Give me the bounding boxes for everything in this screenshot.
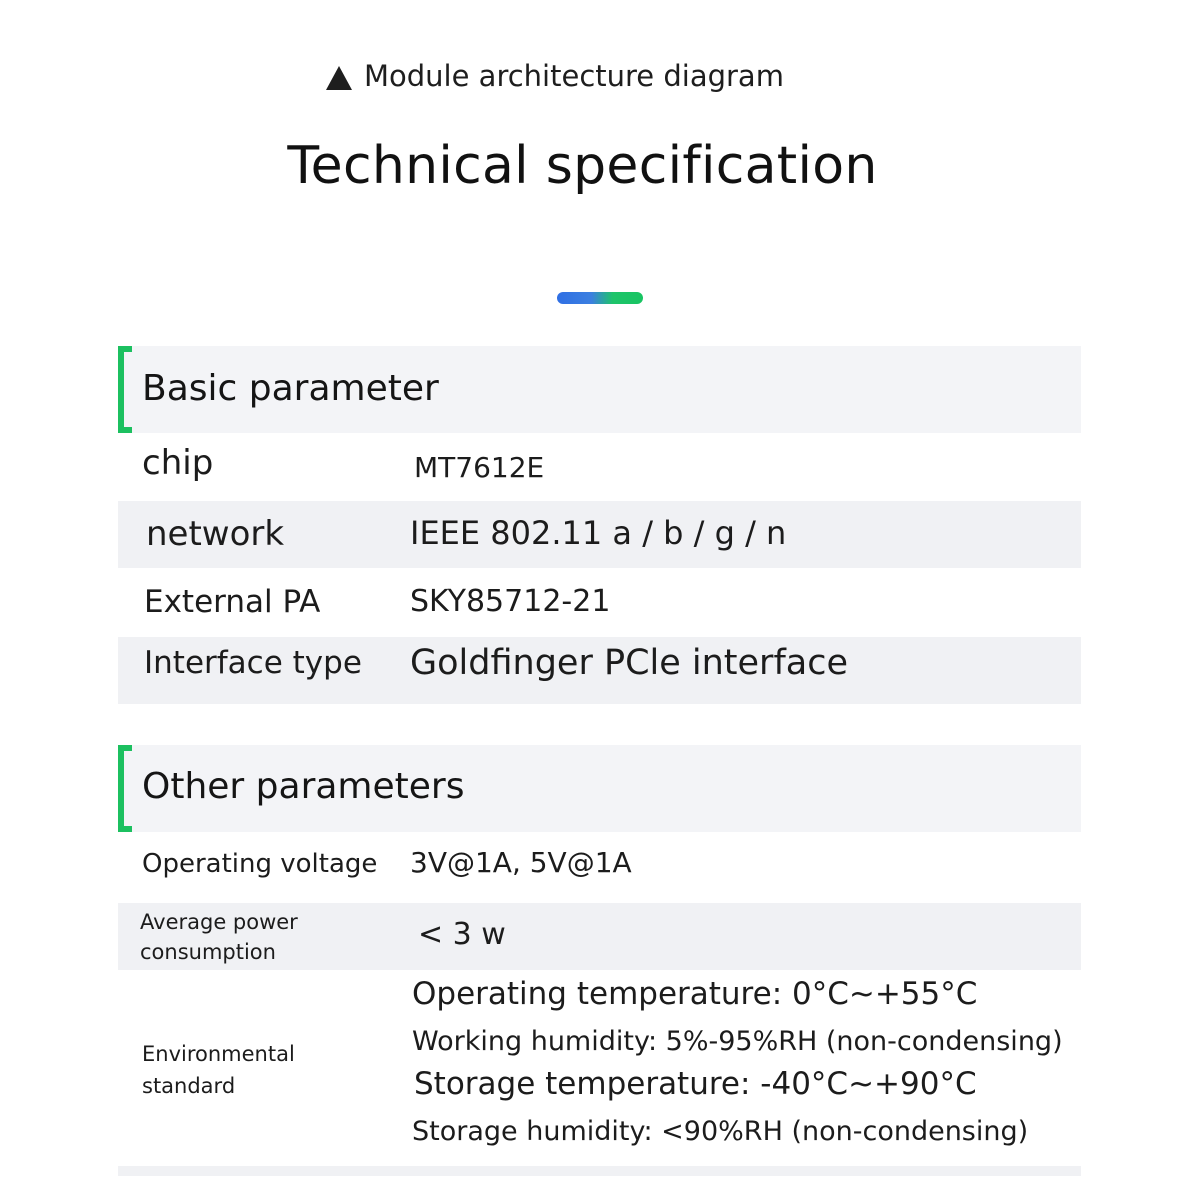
spec-key: Interface type <box>144 645 362 681</box>
basic-parameter-heading: Basic parameter <box>142 368 439 409</box>
spec-row-interface-type <box>118 637 1081 704</box>
other-parameters-heading: Other parameters <box>142 766 465 807</box>
spec-key: chip <box>142 443 214 483</box>
spec-row-external-pa <box>118 568 1081 637</box>
spec-key: Environmental standard <box>142 1042 295 1098</box>
basic-parameter-header <box>118 346 1081 433</box>
spec-row-operating-voltage <box>118 832 1081 903</box>
env-line-storage-temperature: Storage temperature: -40°C~+90°C <box>414 1066 977 1102</box>
section-bracket-marker <box>118 346 132 433</box>
diagram-caption <box>326 56 784 96</box>
spec-key: Average power consumption <box>140 910 298 964</box>
spec-value: IEEE 802.11 a / b / g / n <box>410 514 787 552</box>
section-bracket-marker <box>118 745 132 832</box>
table-bottom-strip <box>118 1166 1081 1176</box>
page-title: Technical specification <box>287 136 878 196</box>
spec-key: Operating voltage <box>142 849 378 879</box>
spec-value: MT7612E <box>414 451 545 484</box>
spec-row-network <box>118 501 1081 568</box>
spec-key: network <box>146 514 285 554</box>
spec-row-chip <box>118 433 1081 501</box>
env-line-working-humidity: Working humidity: 5%-95%RH (non-condensing) <box>412 1026 1063 1057</box>
spec-value: 3V@1A, 5V@1A <box>410 846 632 879</box>
other-parameters-header <box>118 745 1081 832</box>
spec-key: External PA <box>144 584 321 620</box>
spec-row-environmental-standard <box>118 970 1081 1166</box>
env-line-storage-humidity: Storage humidity: <90%RH (non-condensing) <box>412 1116 1029 1147</box>
title-accent-bar <box>557 292 643 304</box>
spec-value: SKY85712-21 <box>410 584 611 619</box>
spec-row-average-power <box>118 903 1081 970</box>
env-line-operating-temperature: Operating temperature: 0°C~+55°C <box>412 976 978 1012</box>
spec-value: Goldfinger PCle interface <box>410 643 848 683</box>
spec-value: < 3 w <box>418 917 506 952</box>
triangle-up-icon <box>326 66 352 90</box>
caption-text: Module architecture diagram <box>364 59 784 93</box>
